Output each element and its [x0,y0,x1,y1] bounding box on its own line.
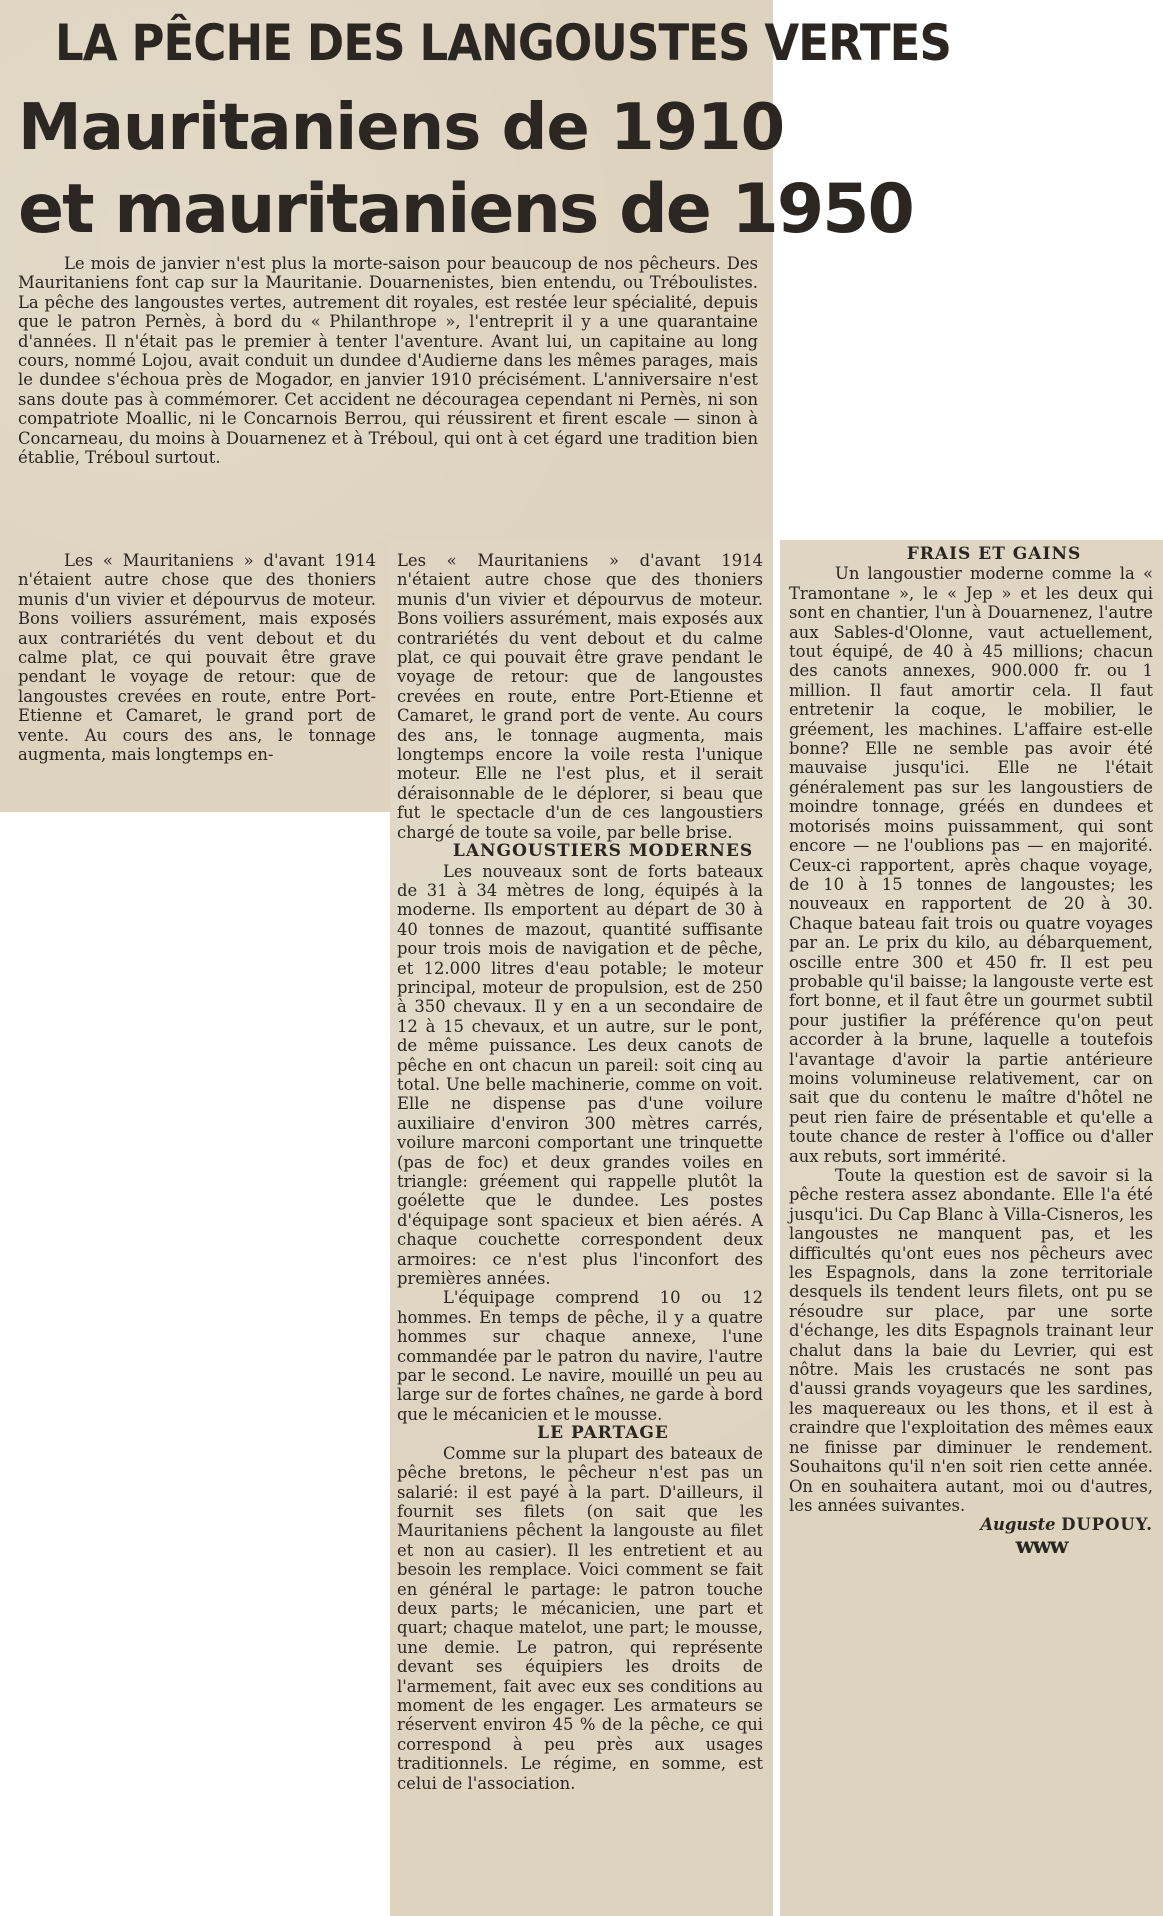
intro-text [18,254,758,467]
headline-main-line1: Mauritaniens de 1910 [18,91,785,165]
paragraph-partage: Comme sur la plupart des bateaux de pêche bretons, le pêcheur n'est pas un salarié: il est payé à la part. D'ailleurs, il fournit ses filets (on sait que les Mauritaniens pêchent la langouste au filet et non au casier). Il les entretient et au besoin les remplace. Voici comment se fait en général le partage: le patron touche deux parts; le mécanicien, une part et quart; chaque matelot, une part; le mousse, une demie. Le patron, qui représente devant ses équipiers les droits de l'armement, fait avec eux ses conditions au moment de les engager. Les armateurs se réservent environ 45 % de la pêche, ce qui correspond à peu près aux usages traditionnels. Le régime, en somme, est celui de l'association. [397,1443,763,1793]
subheading-langoustiers-modernes: LANGOUSTIERS MODERNES [452,841,754,862]
signature [789,1515,1153,1534]
paragraph-modernes-1: Les nouveaux sont de forts bateaux de 31 à 34 mètres de long, équipés à la moderne. Ils emportent au départ de 30 à 40 tonnes de mazout, quantité suffisante pour trois mois de navigation et de pêche, et 12.000 litres d'eau potable; le moteur principal, moteur de propulsion, est de 250 à 350 chevaux. Il y en a un secondaire de 12 à 15 chevaux, et un autre, sur le pont, de même puissance. Les deux canots de pêche en ont chacun un pareil: soit cinq au total. Une belle machinerie, comme on voit. Elle ne dispense pas d'une voilure auxiliaire d'environ 300 mètres carrés, voilure marconi comportant une trinquette (pas de foc) et deux grandes voiles en triangle: gréement qui rappelle plutôt la goélette que le dundee. Les postes d'équipage sont spacieux et bien aérés. A chaque couchette correspondent deux armoires: ce n'est plus l'inconfort des premières années. [397,861,763,1289]
headline-kicker: LA PÊCHE DES LANGOUSTES VERTES [55,14,952,72]
paragraph-1914: Les « Mauritaniens » d'avant 1914 n'étaient autre chose que des thoniers munis d'un vivier et dépourvus de moteur. Bons voiliers assurément, mais exposés aux contrariétés du vent debout et du calme plat, ce qui pouvait être grave pendant le voyage de retour: que de langoustes crevées en route, entre Port-Etienne et Camaret, le grand port de vente. Au cours des ans, le tonnage augmenta, mais longtemps encore la voile resta l'unique moteur. Elle ne l'est plus, et il serait déraisonnable de le déplorer, si beau que fut le spectacle d'un de ces langoustiers chargé de toute sa voile, par belle brise. [397,551,763,842]
paragraph-1914-part1: Les « Mauritaniens » d'avant 1914 n'étaient autre chose que des thoniers munis d'un vivier et dépourvus de moteur. Bons voiliers assurément, mais exposés aux contrariétés du vent debout et du calme plat, ce qui pouvait être grave pendant le voyage de retour: que de langoustes crevées en route, entre Port-Etienne et Camaret, le grand port de vente. Au cours des ans, le tonnage augmenta, mais longtemps en- [18,551,376,765]
end-mark: ᴡᴡᴡ [1015,1532,1067,1559]
column-middle [397,551,763,1793]
paragraph-modernes-2: L'équipage comprend 10 ou 12 hommes. En temps de pêche, il y a quatre hommes sur chaque annexe, l'une commandée par le patron du navire, l'autre par le second. Le navire, mouillé un peu au large sur de fortes chaînes, ne garde à bord que le mécanicien et le mousse. [397,1288,763,1424]
column-right [789,544,1153,1559]
intro-paragraph: Le mois de janvier n'est plus la morte-saison pour beaucoup de nos pêcheurs. Des Mauritaniens font cap sur la Mauritanie. Douarnenistes, bien entendu, ou Tréboulistes. La pêche des langoustes vertes, autrement dit royales, est restée leur spécialité, depuis que le patron Pernès, à bord du « Philanthrope », l'entreprit il y a une quarantaine d'années. Il n'était pas le premier à tenter l'aventure. Avant lui, un capitaine au long cours, nommé Lojou, avait conduit un dundee d'Audierne dans les mêmes parages, mais le dundee s'échoua près de Mogador, en janvier 1910 précisément. L'anniversaire n'est sans doute pas à commémorer. Cet accident ne découragea cependant ni Pernès, ni son compatriote Moallic, ni le Concarnois Berrou, qui réussirent et firent escale — sinon à Concarneau, du moins à Douarnenez et à Tréboul, qui ont à cet égard une tradition bien établie, Tréboul surtout. [18,254,758,468]
paragraph-question: Toute la question est de savoir si la pêche restera assez abondante. Elle l'a été jusqu'ici. Du Cap Blanc à Villa-Cisneros, les langoustes ne manquent pas, et les difficultés qu'ont eues nos pêcheurs avec les Espagnols, dans la zone territoriale desquels ils tendent leurs filets, ont pu se résoudre sur place, par une sorte d'échange, les dits Espagnols trainant leur chalut dans la baie du Levrier, qui est nôtre. Mais les crustacés ne sont pas d'aussi grands voyageurs que les sardines, les maquereaux ou les thons, et il est à craindre que l'exploitation des mêmes eaux ne finisse par diminuer le rendement. Souhaitons qu'il n'en soit rien cette année. On en souhaitera autant, moi ou d'autres, les années suivantes. [789,1166,1153,1515]
paragraph-frais: Un langoustier moderne comme la « Tramontane », le « Jep » et les deux qui sont en chantier, l'un à Douarnenez, l'autre aux Sables-d'Olonne, vaut actuellement, tout équipé, de 40 à 45 millions; chacun des canots annexes, 900.000 fr. ou 1 million. Il faut amortir cela. Il faut entretenir la coque, le mobilier, le gréement, les machines. L'affaire est-elle bonne? Elle ne semble pas avoir été mauvaise jusqu'ici. Elle ne l'était généralement pas sur les langoustiers de moindre tonnage, gréés en dundees et motorisés moins puissamment, qui sont encore — ne l'oublions pas — en majorité. Ceux-ci rapportent, après chaque voyage, de 10 à 15 tonnes de langoustes; les nouveaux en rapportent de 20 à 30. Chaque bateau fait trois ou quatre voyages par an. Le prix du kilo, au débarquement, oscille entre 300 et 450 fr. Il est peu probable qu'il baisse; la langouste verte est fort bonne, et il faut être un gourmet subtil pour justifier la préférence qu'on peut accorder à la brune, laquelle a toutefois l'avantage d'avoir la partie antérieure moins volumineuse relativement, car on sait que du contenu le maître d'hôtel ne peut rien faire de présentable et qu'elle a toute chance de rester à l'office ou d'aller aux rebuts, sort immérité. [789,564,1153,1166]
author-first-name: Auguste [980,1515,1056,1535]
headline-main-line2: et mauritaniens de 1950 [18,170,913,249]
subheading-le-partage: LE PARTAGE [537,1423,669,1444]
column-left [18,551,376,764]
subheading-frais-et-gains: FRAIS ET GAINS [906,544,1082,564]
author-last-name: DUPOUY. [1061,1515,1153,1535]
